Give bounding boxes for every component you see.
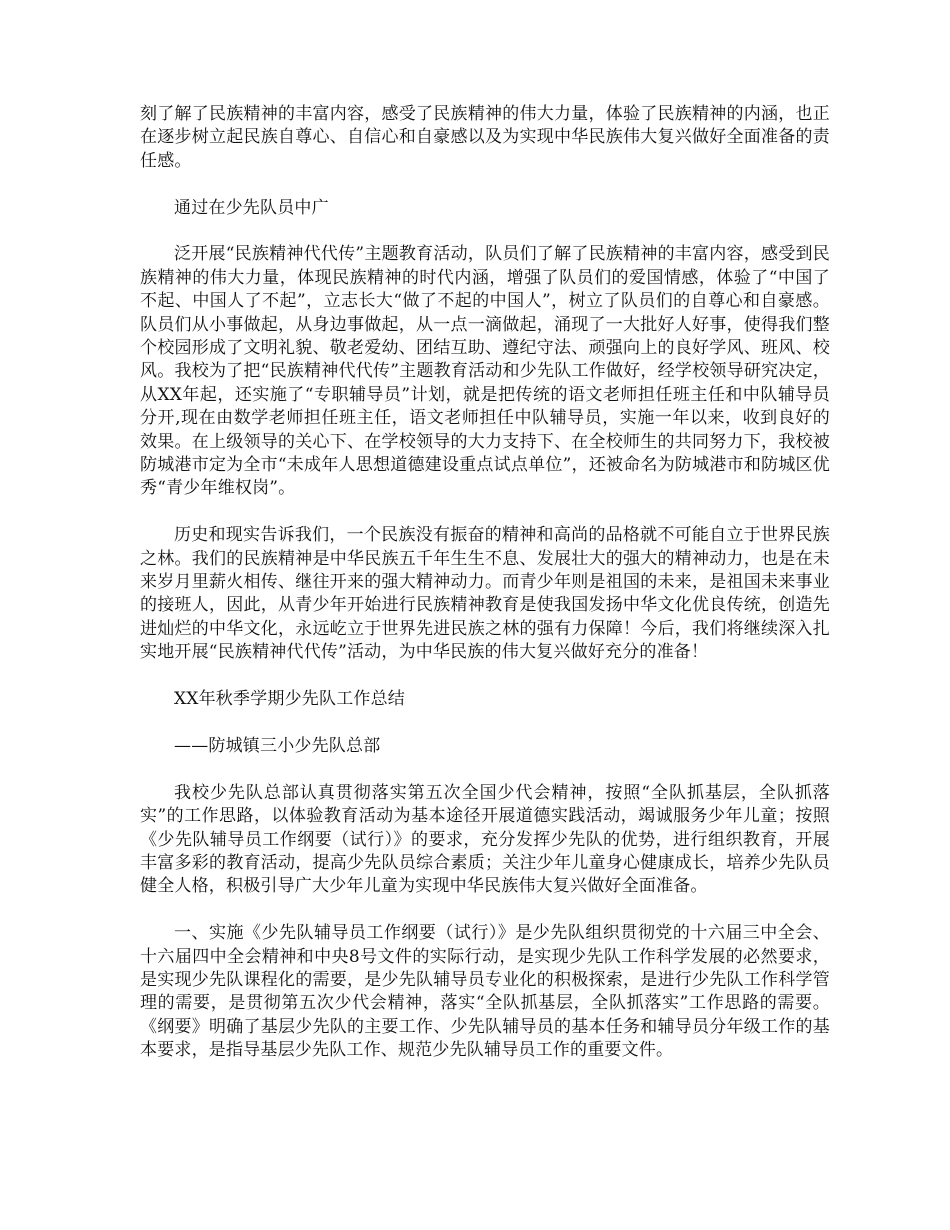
- section-subtitle: ——防城镇三小少先队总部: [174, 735, 381, 756]
- paragraph-summary-intro: 我校少先队总部认真贯彻落实第五次全国少代会精神，按照“全队抓基层，全队抓落实”的工作思路，以体验教育活动为基本途径开展道德实践活动，竭诚服务少年儿童；按照《少先队辅导员工作纲要（试行）》的要求，充分发挥少先队的优势，进行组织教育，开展丰富多彩的教育活动，提高少先队员综合素质；关注少年儿童身心健康成长，培养少先队员健全人格，积极引导广大少年儿童为实现中华民族伟大复兴做好全面准备。: [140, 782, 830, 897]
- paragraph-history-reality: 历史和现实告诉我们，一个民族没有振奋的精神和高尚的品格就不可能自立于世界民族之林。我们的民族精神是中华民族五千年生生不息、发展壮大的强大的精神动力，也是在未来岁月里薪火相传、继往开来的强大精神动力。而青少年则是祖国的未来，是祖国未来事业的接班人，因此，从青少年开始进行民族精神教育是使我国发扬中华文化优良传统，创造先进灿烂的中华文化，永远屹立于世界先进民族之林的强有力保障！今后，我们将继续深入扎实地开展“民族精神代代传”活动，为中华民族的伟大复兴做好充分的准备！: [140, 525, 830, 663]
- paragraph-guideline-implementation: 一、实施《少先队辅导员工作纲要（试行）》是少先队组织贯彻党的十六届三中全会、十六届四中全会精神和中央8号文件的实际行动，是实现少先队工作科学发展的必然要求，是实现少先队课程化的需要，是少先队辅导员专业化的积极探索，是进行少先队工作科学管理的需要，是贯彻第五次少代会精神，落实“全队抓基层，全队抓落实”工作思路的需要。《纲要》明确了基层少先队的主要工作、少先队辅导员的基本任务和辅导员分年级工作的基本要求，是指导基层少先队工作、规范少先队辅导员工作的重要文件。: [140, 923, 830, 1061]
- paragraph-activity-description: 泛开展“民族精神代代传”主题教育活动，队员们了解了民族精神的丰富内容，感受到民族精神的伟大力量，体现民族精神的时代内涵，增强了队员们的爱国情感，体验了“中国了不起、中国人了不起”，立志长大“做了不起的中国人”，树立了队员们的自尊心和自豪感。队员们从小事做起，从身边事做起，从一点一滴做起，涌现了一大批好人好事，使得我们整个校园形成了文明礼貌、敬老爱幼、团结互助、遵纪守法、顽强向上的良好学风、班风、校风。我校为了把“民族精神代代传”主题教育活动和少先队工作做好，经学校领导研究决定，从XX年起，还实施了“专职辅导员”计划，就是把传统的语文老师担任班主任和中队辅导员分开,现在由数学老师担任班主任，语文老师担任中队辅导员，实施一年以来，收到良好的效果。在上级领导的关心下、在学校领导的大力支持下、在全校师生的共同努力下，我校被防城港市定为全市“未成年人思想道德建设重点试点单位”，还被命名为防城港市和防城区优秀“青少年维权岗”。: [140, 244, 830, 499]
- paragraph-short-fragment: 通过在少先队员中广: [174, 197, 329, 218]
- paragraph-intro-continuation: 刻了解了民族精神的丰富内容，感受了民族精神的伟大力量，体验了民族精神的内涵，也正在逐步树立起民族自尊心、自信心和自豪感以及为实现中华民族伟大复兴做好全面准备的责任感。: [140, 104, 830, 171]
- section-title: XX年秋季学期少先队工作总结: [174, 689, 406, 710]
- document-page: [140, 103, 830, 1086]
